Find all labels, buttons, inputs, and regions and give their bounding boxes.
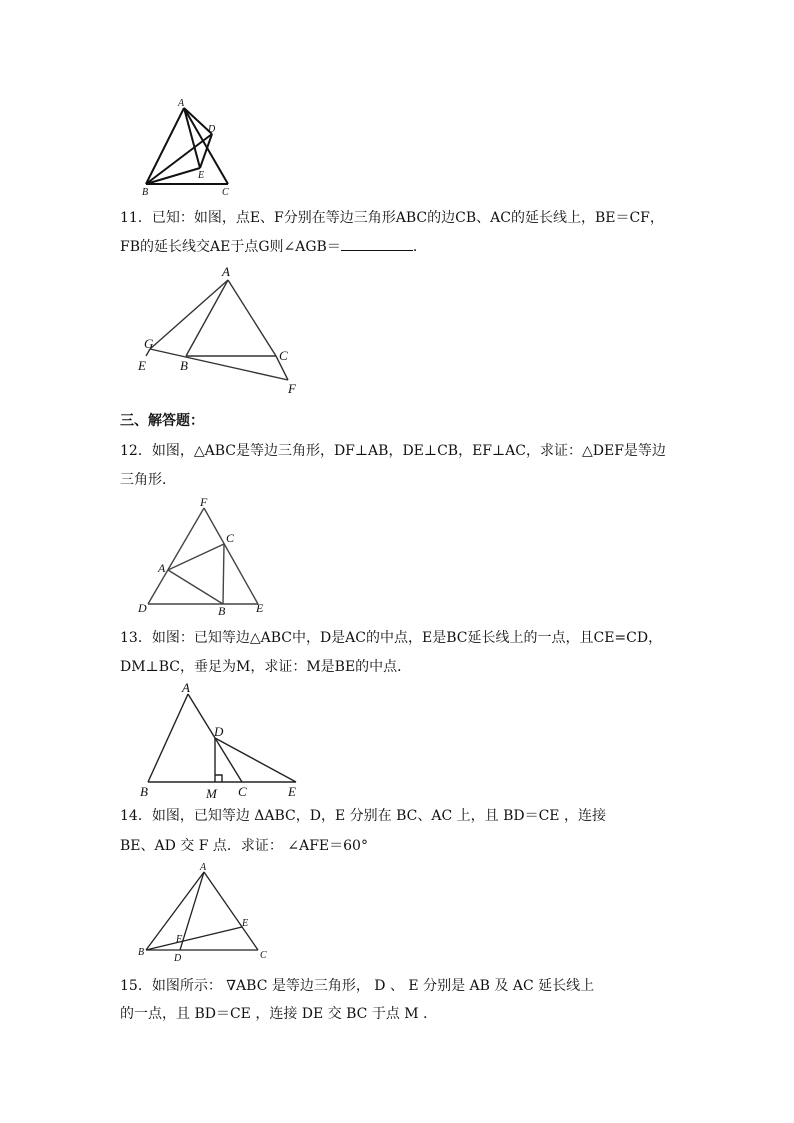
edge-ac xyxy=(168,544,224,570)
label-a: A xyxy=(222,264,230,279)
edge-de xyxy=(215,738,296,782)
edge-ac xyxy=(228,280,276,356)
label-c: C xyxy=(238,784,247,799)
label-m: M xyxy=(206,786,217,801)
label-e: E xyxy=(198,170,205,181)
right-angle-mark xyxy=(215,775,222,782)
figure-problem-11 xyxy=(136,264,306,398)
edge-gf xyxy=(150,349,288,380)
answer-blank xyxy=(341,238,413,251)
label-b: B xyxy=(138,947,145,958)
label-f: F xyxy=(200,495,208,509)
label-b: B xyxy=(140,784,148,799)
figure-problem-13 xyxy=(136,680,306,802)
label-f: F xyxy=(288,381,296,396)
edge-fe xyxy=(204,508,258,604)
label-e: E xyxy=(138,358,146,373)
label-d: D xyxy=(208,124,216,135)
label-d: D xyxy=(138,601,147,615)
edge-be xyxy=(146,168,200,184)
edge-ab xyxy=(186,280,228,356)
label-c: C xyxy=(260,950,267,961)
problem-15-line-2: 的一点，且 BD＝CE ，连接 DE 交 BC 于点 M ． xyxy=(120,1006,438,1022)
edge-ab xyxy=(148,694,188,782)
section-heading: 三、解答题： xyxy=(120,413,204,429)
label-f: F xyxy=(176,934,183,945)
figure-problem-10 xyxy=(136,96,246,198)
edge-ab xyxy=(146,108,184,184)
label-b: B xyxy=(180,358,188,373)
label-c: C xyxy=(226,531,235,545)
problem-12-line-2: 三角形． xyxy=(120,472,176,488)
label-g: G xyxy=(144,336,154,351)
edge-ac xyxy=(204,872,258,950)
problem-13-line-2: DM⊥BC，垂足为M，求证：M是BE的中点． xyxy=(120,659,412,675)
problem-14-line-1: 14．如图，已知等边 ΔABC，D，E 分别在 BC、AC 上，且 BD＝CE ，连接 xyxy=(120,808,606,824)
label-d: D xyxy=(214,724,224,739)
figure-problem-14 xyxy=(136,860,276,966)
problem-11-line-1: 11．已知：如图，点E、F分别在等边三角形ABC的边CB、AC的延长线上，BE＝CF， xyxy=(120,210,664,226)
edge-ac xyxy=(184,108,228,184)
label-a: A xyxy=(178,98,185,109)
figure-problem-12 xyxy=(134,494,274,618)
edge-cb xyxy=(223,544,224,604)
label-a: A xyxy=(200,862,207,873)
label-a: A xyxy=(158,561,166,575)
label-b: B xyxy=(142,187,149,198)
label-c: C xyxy=(222,187,229,198)
label-a: A xyxy=(182,680,190,695)
label-b: B xyxy=(218,604,226,618)
edge-ae xyxy=(184,108,200,168)
problem-12-line-1: 12．如图，△ABC是等边三角形，DF⊥AB，DE⊥CB，EF⊥AC，求证：△DEF是等边 xyxy=(120,443,666,459)
label-e: E xyxy=(256,601,264,615)
edge-ad xyxy=(180,872,204,950)
label-e: E xyxy=(288,784,296,799)
problem-14-line-2: BE、AD 交 F 点．求证： ∠AFE＝60° xyxy=(120,838,368,854)
problem-13-line-1: 13．如图：已知等边△ABC中，D是AC的中点，E是BC延长线上的一点，且CE=CD， xyxy=(120,630,663,646)
label-e: E xyxy=(242,918,249,929)
problem-15-line-1: 15．如图所示： ∇ABC 是等边三角形， D 、 E 分别是 AB 及 AC 延长线上 xyxy=(120,978,595,994)
problem-11-line-2 xyxy=(120,237,427,257)
edge-df xyxy=(148,508,204,604)
label-c: C xyxy=(279,348,288,363)
edge-ag xyxy=(150,280,228,349)
label-d: D xyxy=(174,953,182,964)
edge-ab xyxy=(168,570,223,604)
problem-11-period: ． xyxy=(412,239,427,255)
problem-11-text: FB的延长线交AE于点G则∠AGB＝ xyxy=(120,239,341,255)
